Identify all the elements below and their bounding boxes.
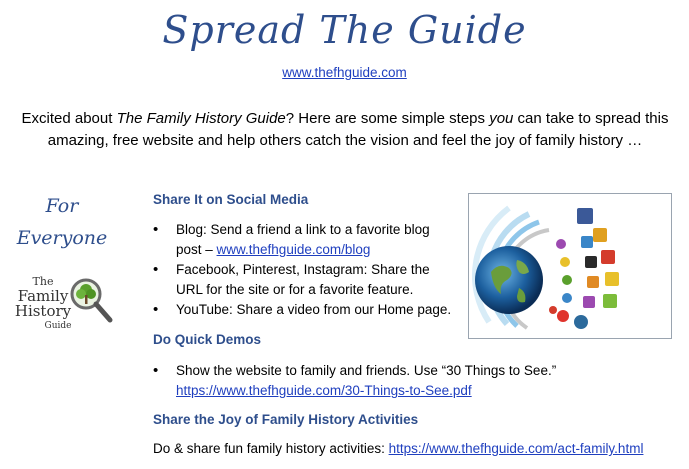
intro-text: ? Here are some simple steps <box>285 110 490 127</box>
activities-paragraph <box>153 441 683 456</box>
everyone-label: Everyone <box>16 227 108 249</box>
intro-paragraph <box>20 108 670 152</box>
for-everyone-label <box>6 190 118 254</box>
activities-heading: Share the Joy of Family History Activities <box>153 412 419 427</box>
logo-line: The <box>32 275 54 288</box>
things-to-see-link[interactable]: https://www.thefhguide.com/30-Things-to-See.pdf <box>176 383 472 398</box>
social-media-globe-image <box>468 193 672 339</box>
blog-link[interactable]: www.thefhguide.com/blog <box>216 242 371 257</box>
activities-text: Do & share fun family history activities: <box>153 441 389 456</box>
magnifier-tree-icon <box>68 276 116 328</box>
social-media-heading: Share It on Social Media <box>153 192 309 207</box>
quick-demos-list <box>153 361 653 401</box>
site-url-link[interactable]: www.thefhguide.com <box>282 65 407 80</box>
intro-you: you <box>489 110 514 127</box>
list-item <box>153 220 458 260</box>
family-history-guide-logo <box>8 274 118 330</box>
page-title: Spread The Guide <box>162 8 527 52</box>
list-item: • YouTube: Share a video from our Home page. <box>153 300 458 320</box>
activities-link[interactable]: https://www.thefhguide.com/act-family.html <box>388 441 644 456</box>
blog-text: Blog: Send a friend a link to a favorite blog post – <box>176 222 430 257</box>
list-item <box>153 361 653 401</box>
list-item: • Facebook, Pinterest, Instagram: Share the URL for the site or for a favorite feature. <box>153 260 458 300</box>
social-media-list <box>153 220 458 320</box>
intro-text: can take to spread this amazing, free website and help others catch the vision and feel the joy of family history … <box>47 110 669 149</box>
globe-social-icons-illustration <box>469 194 671 338</box>
logo-line: Family <box>17 287 69 305</box>
intro-text: Excited about <box>21 110 117 127</box>
logo-line: History <box>14 302 72 320</box>
quick-demos-heading: Do Quick Demos <box>153 332 262 347</box>
intro-guide-name: The Family History Guide <box>116 110 286 127</box>
for-label: For <box>45 195 79 217</box>
logo-line: Guide <box>44 321 72 331</box>
demos-text: Show the website to family and friends. Use “30 Things to See.” <box>176 363 557 378</box>
